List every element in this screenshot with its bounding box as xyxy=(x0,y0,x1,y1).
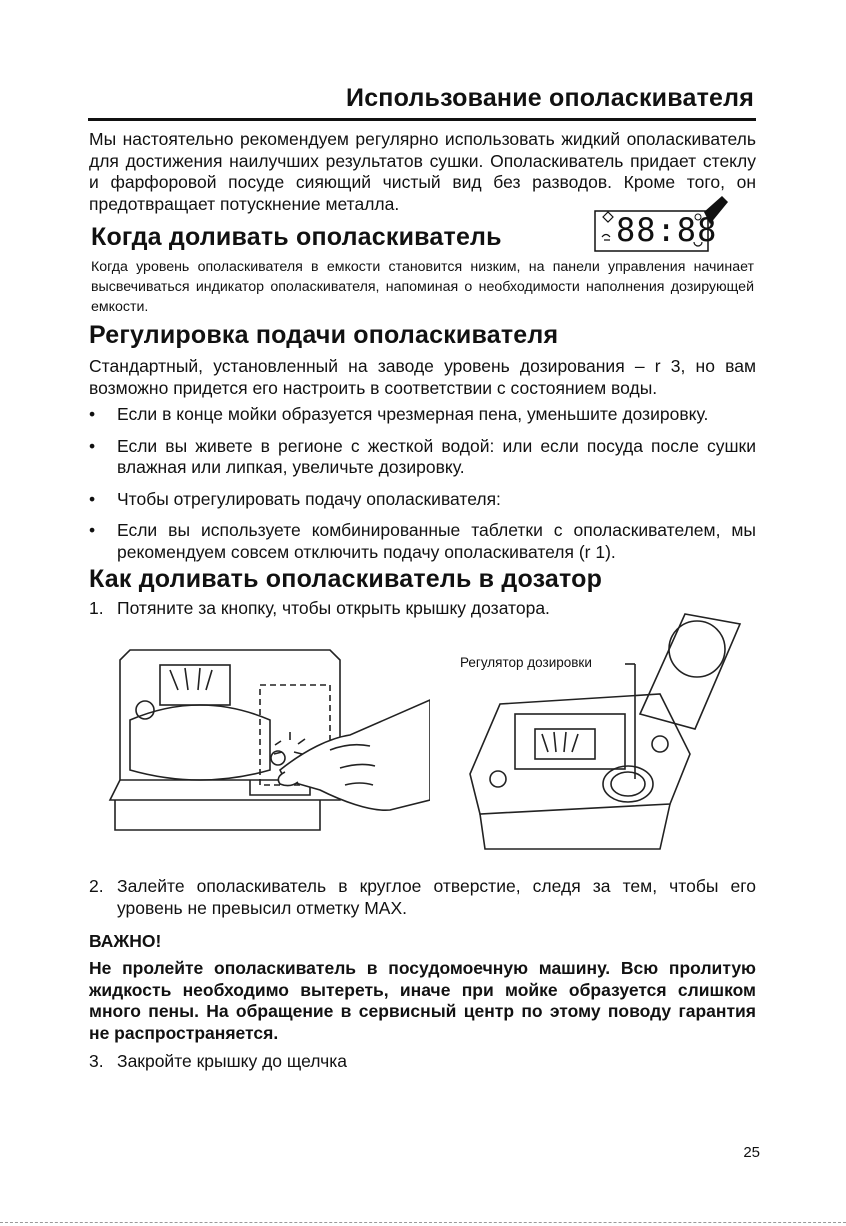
section-adjust-title: Регулировка подачи ополаскивателя xyxy=(89,321,559,349)
list-item xyxy=(89,404,756,426)
step-number: 2. xyxy=(89,876,104,896)
bullet-text: Если вы используете комбинированные таблетки с ополаскивателем, мы рекомендуем совсем отключить подачу ополаскивателя (r 1). xyxy=(117,520,756,562)
salt-indicator-icon xyxy=(602,235,610,241)
page-number: 25 xyxy=(743,1144,760,1161)
title-divider xyxy=(88,118,756,121)
dosage-regulator-label: Регулятор дозировки xyxy=(460,655,592,670)
intro-line: и фарфоровой посуде сияющий чистый вид без разводов. Кроме того, он xyxy=(89,172,756,192)
bullet-marker: • xyxy=(89,520,96,540)
section-when-text: Когда уровень ополаскивателя в емкости становится низким, на панели управления начинает высвечиваться индикатор ополаскивателя, напоминая о необходимости наполнения дозирующей емкости. xyxy=(91,259,754,315)
section-adjust-text: Стандартный, установленный на заводе уровень дозирования – r 3, но вам возможно придется его настроить в соответствии с состоянием воды. xyxy=(89,356,756,398)
important-text: Не пролейте ополаскиватель в посудомоечную машину. Всю пролитую жидкость необходимо вытереть, иначе при мойке образуется слишком много пены. На обращение в сервисный центр по этому поводу гарантия не распространяется. xyxy=(89,958,756,1043)
page-title: Использование ополаскивателя xyxy=(346,84,754,112)
section-how-title: Как доливать ополаскиватель в дозатор xyxy=(89,565,603,593)
step-text: Залейте ополаскиватель в круглое отверстие, следя за тем, чтобы его уровень не превысил отметку MAX. xyxy=(117,876,756,918)
step-item xyxy=(89,1051,756,1073)
list-item xyxy=(89,489,756,511)
display-digits: 88:88 xyxy=(616,211,718,249)
adjust-bullet-list xyxy=(89,404,756,563)
step-number: 3. xyxy=(89,1051,104,1071)
list-item xyxy=(89,520,756,563)
bullet-text: Чтобы отрегулировать подачу ополаскивателя: xyxy=(117,488,501,509)
step-text: Закройте крышку до щелчка xyxy=(117,1051,347,1071)
intro-line: Мы настоятельно рекомендуем регулярно использовать жидкий ополаскиватель xyxy=(89,129,756,149)
bullet-marker: • xyxy=(89,488,96,509)
intro-line: предотвращает потускнение металла. xyxy=(89,193,400,214)
dispenser-open-illustration xyxy=(100,640,430,840)
bullet-text: Если вы живете в регионе с жесткой водой: или если посуда после сушки влажная или липкая, увеличьте дозировку. xyxy=(117,435,756,477)
dispenser-lid-open-illustration xyxy=(460,604,760,854)
step-text: Потяните за кнопку, чтобы открыть крышку дозатора. xyxy=(117,598,550,618)
important-heading: ВАЖНО! xyxy=(89,931,162,951)
step-number: 1. xyxy=(89,598,104,618)
bullet-text: Если в конце мойки образуется чрезмерная пена, уменьшите дозировку. xyxy=(117,404,709,424)
rinse-aid-indicator-icon xyxy=(603,212,613,222)
control-panel-display xyxy=(594,194,752,256)
bullet-marker: • xyxy=(89,404,96,424)
intro-line: для достижения наилучших результатов сушки. Ополаскиватель придает стеклу xyxy=(89,150,756,171)
section-when-title: Когда доливать ополаскиватель xyxy=(91,223,502,251)
list-item xyxy=(89,436,756,479)
bullet-marker: • xyxy=(89,435,96,456)
step-item xyxy=(89,876,756,919)
page-edge xyxy=(0,1222,846,1223)
